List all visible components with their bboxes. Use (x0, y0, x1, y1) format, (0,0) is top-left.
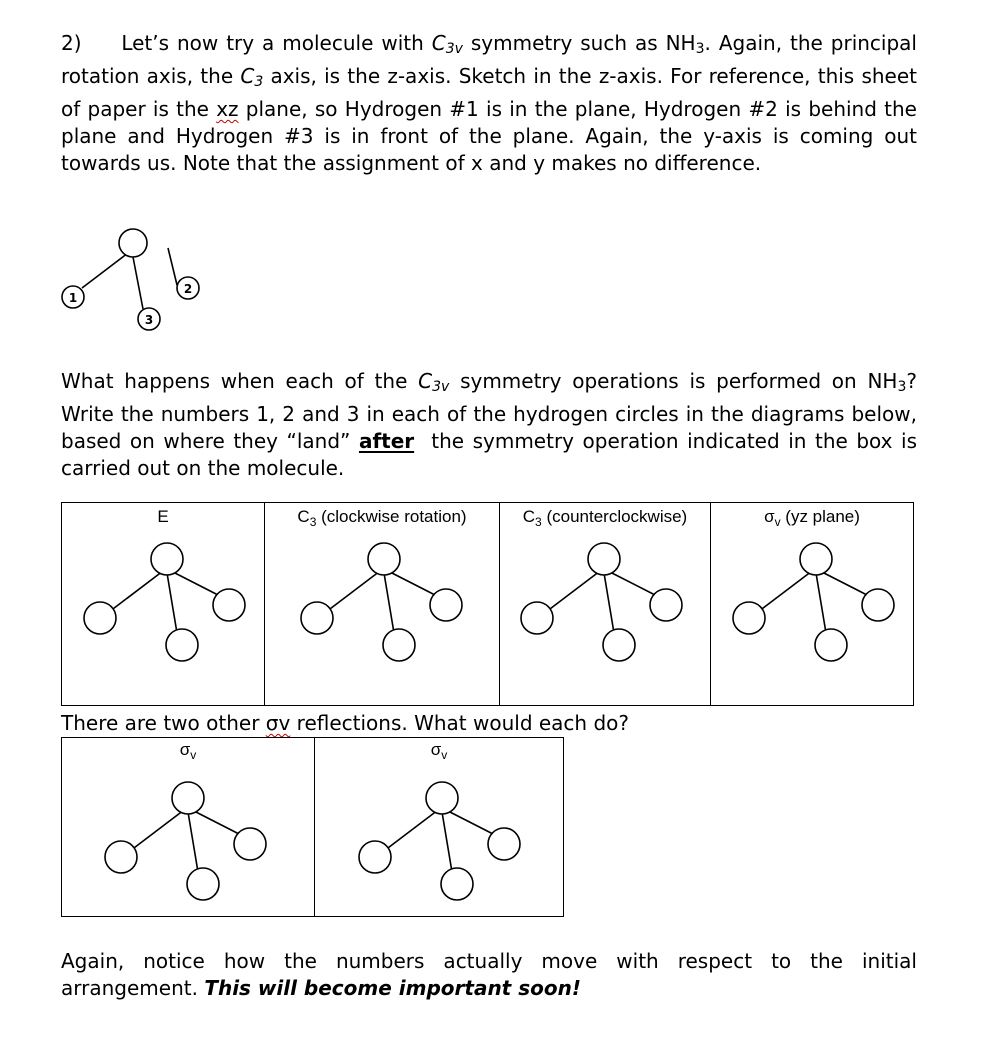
hydrogen-answer-circle[interactable] (441, 868, 473, 900)
operation-label: $C_3$ (clockwise rotation) (297, 507, 467, 529)
question-text: plane, so Hydrogen #1 is in the plane, Hydrogen #2 is behind the plane and Hydrogen #3 is in front of the plane. Again, the y-axis is coming out towards us. Note that the assignment of x and y makes no difference. (61, 97, 917, 175)
operation-cell-c3-clockwise (265, 503, 500, 705)
molecule-answer-diagram (62, 738, 315, 916)
spellcheck-word: σv (265, 711, 291, 735)
question-paragraph (61, 30, 917, 177)
subscript: 3 (897, 379, 907, 395)
point-group-label: $C_{3v}$ (418, 369, 450, 395)
molecule-answer-diagram (500, 503, 711, 705)
operations-table (61, 502, 914, 706)
central-atom-circle (368, 543, 400, 575)
operation-label: E (157, 507, 169, 526)
central-atom-circle (800, 543, 832, 575)
hydrogen-answer-circle[interactable] (234, 828, 266, 860)
reflection-cell-2 (315, 738, 563, 916)
operation-cell-e (62, 503, 265, 705)
point-group-label: $C_{3v}$ (431, 31, 463, 57)
closing-paragraph: Again, notice how the numbers actually move with respect to the initial arrangement. This will become important soon! (61, 949, 917, 1000)
instructions-text: symmetry operations is performed on NH (449, 369, 898, 393)
operation-label: $\sigma_v$ (yz plane) (764, 507, 860, 529)
hydrogen-answer-circle[interactable] (84, 602, 116, 634)
central-atom-circle (119, 229, 147, 257)
subscript: 3 (695, 41, 705, 57)
hydrogen-answer-circle[interactable] (359, 841, 391, 873)
molecule-answer-diagram (265, 503, 500, 705)
molecule-answer-diagram (711, 503, 913, 705)
instructions-text: What happens when each of the (61, 369, 419, 393)
axis-label: $C_3$ (240, 64, 264, 90)
question-text: axis, is the z-axis. Sketch in the z-axis. For reference, this sheet of paper is the (61, 64, 917, 121)
central-atom-circle (172, 782, 204, 814)
reflections-table (61, 737, 564, 917)
question-text: . Again, the principal rotation axis, the (61, 31, 917, 88)
hydrogen-label: 3 (144, 313, 154, 327)
hydrogen-answer-circle[interactable] (301, 602, 333, 634)
hydrogen-answer-circle[interactable] (213, 589, 245, 621)
molecule-answer-diagram (62, 503, 265, 705)
spellcheck-word: xz (216, 97, 239, 121)
hydrogen-answer-circle[interactable] (521, 602, 553, 634)
hydrogen-answer-circle[interactable] (603, 629, 635, 661)
emphasis-after: after (358, 429, 415, 453)
hydrogen-answer-circle[interactable] (650, 589, 682, 621)
hydrogen-answer-circle[interactable] (166, 629, 198, 661)
instructions-text: the symmetry operation indicated in the box is carried out on the molecule. (61, 429, 918, 480)
central-atom-circle (426, 782, 458, 814)
question-text: symmetry such as NH (462, 31, 696, 55)
reference-molecule-diagram (55, 225, 205, 345)
central-atom-circle (151, 543, 183, 575)
hydrogen-answer-circle[interactable] (815, 629, 847, 661)
reflection-cell-1 (62, 738, 315, 916)
hydrogen-answer-circle[interactable] (383, 629, 415, 661)
hydrogen-answer-circle[interactable] (733, 602, 765, 634)
instructions-text: ? Write the numbers 1, 2 and 3 in each of the hydrogen circles in the diagrams below, based on where they “land” (61, 369, 917, 453)
instructions-paragraph (61, 368, 917, 482)
question-number: 2) (61, 31, 82, 55)
operation-label: $C_3$ (counterclockwise) (522, 507, 688, 529)
hydrogen-answer-circle[interactable] (105, 841, 137, 873)
central-atom-circle (588, 543, 620, 575)
operation-cell-sigma-v-yz (711, 503, 913, 705)
operation-label: $\sigma_v$ (179, 740, 197, 762)
hydrogen-answer-circle[interactable] (862, 589, 894, 621)
hydrogen-answer-circle[interactable] (430, 589, 462, 621)
molecule-answer-diagram (315, 738, 563, 916)
hydrogen-answer-circle[interactable] (488, 828, 520, 860)
hydrogen-label: 1 (68, 291, 78, 305)
question-text: Let’s now try a molecule with (121, 31, 432, 55)
closing-emphasis: This will become important soon! (204, 976, 581, 1000)
operation-cell-c3-counterclockwise (500, 503, 711, 705)
hydrogen-label: 2 (183, 282, 193, 296)
operation-label: $\sigma_v$ (430, 740, 448, 762)
other-reflections-text: There are two other σv reflections. What would each do? (61, 711, 630, 735)
hydrogen-answer-circle[interactable] (187, 868, 219, 900)
